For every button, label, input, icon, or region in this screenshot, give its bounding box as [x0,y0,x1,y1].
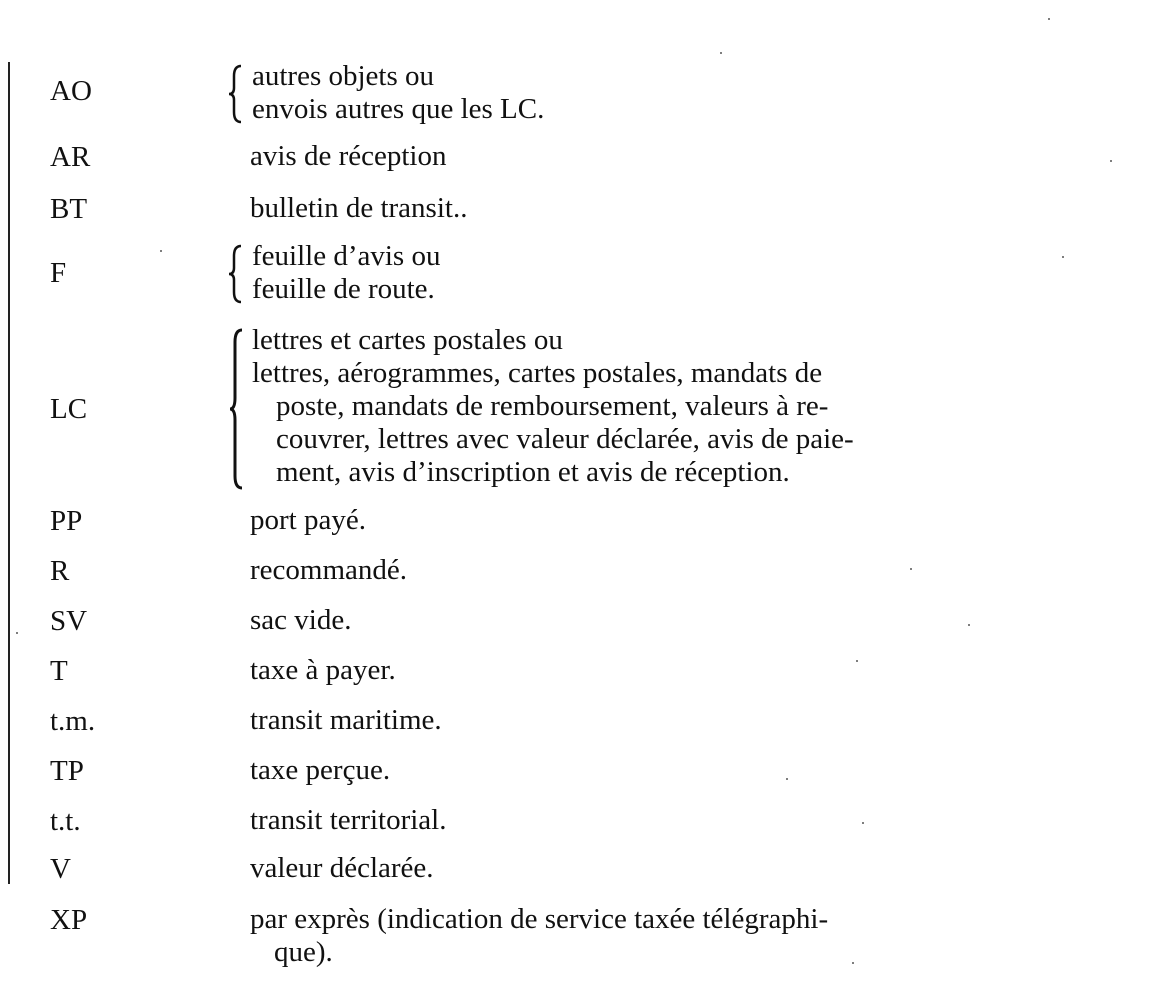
abbreviation: R [50,555,70,587]
definition [250,140,446,173]
definition [250,754,390,787]
definition-line: port payé. [250,504,366,536]
abbreviation: V [50,853,71,885]
abbreviation: PP [50,505,83,537]
definition-line: couvrer, lettres avec valeur déclarée, avis de paie- [276,423,854,455]
brace-icon [228,64,244,124]
definition [250,654,396,687]
definition-line: envois autres que les LC. [252,93,545,125]
definition [250,554,407,587]
scan-speck [720,52,722,54]
definition-line: bulletin de transit.. [250,192,468,224]
definition [252,60,544,126]
abbreviation: t.t. [50,805,81,837]
scan-speck [910,568,912,570]
definition [250,704,442,737]
definition-line: valeur déclarée. [250,852,434,884]
scan-speck [1110,160,1112,162]
definition-line: lettres, aérogrammes, cartes postales, mandats de [252,357,823,389]
definition-line: ment, avis d’inscription et avis de réception. [276,456,790,488]
definition-line: poste, mandats de remboursement, valeurs à re- [276,390,829,422]
definition-line: par exprès (indication de service taxée télégraphi- [250,903,829,935]
definition-line: avis de réception [250,140,447,172]
margin-rule [8,62,10,884]
abbreviation: t.m. [50,705,96,737]
definition [252,324,854,489]
abbreviation: TP [50,755,84,787]
scan-speck [786,778,788,780]
definition [250,852,434,885]
definition-line: autres objets ou [252,60,435,92]
abbreviation: T [50,655,68,687]
abbreviation: AR [50,141,91,173]
scan-speck [1062,256,1064,258]
definition-line: que). [274,936,333,968]
definition [250,504,366,537]
definition-line: sac vide. [250,604,352,636]
definition [250,804,447,837]
definition-line: recommandé. [250,554,408,586]
definition-line: lettres et cartes postales ou [252,324,563,356]
definition-line: feuille d’avis ou [252,240,441,272]
definition [250,903,828,969]
scan-speck [856,660,858,662]
definition-line: taxe à payer. [250,654,396,686]
definition-line: taxe perçue. [250,754,391,786]
definition-line: transit maritime. [250,704,442,736]
definition-line: transit territorial. [250,804,447,836]
scan-speck [16,632,18,634]
definition-line: feuille de route. [252,273,435,305]
abbreviation: XP [50,904,88,936]
brace-icon [228,244,244,304]
definition [250,192,467,225]
abbreviation: AO [50,75,92,107]
scan-speck [160,250,162,252]
abbreviation: SV [50,605,88,637]
brace-icon [228,328,244,490]
scan-speck [852,962,854,964]
scan-speck [862,822,864,824]
scan-speck [1048,18,1050,20]
definition [252,240,440,306]
scan-speck [968,624,970,626]
abbreviation: F [50,257,67,289]
definition [250,604,351,637]
abbreviation: BT [50,193,88,225]
abbreviation: LC [50,393,88,425]
